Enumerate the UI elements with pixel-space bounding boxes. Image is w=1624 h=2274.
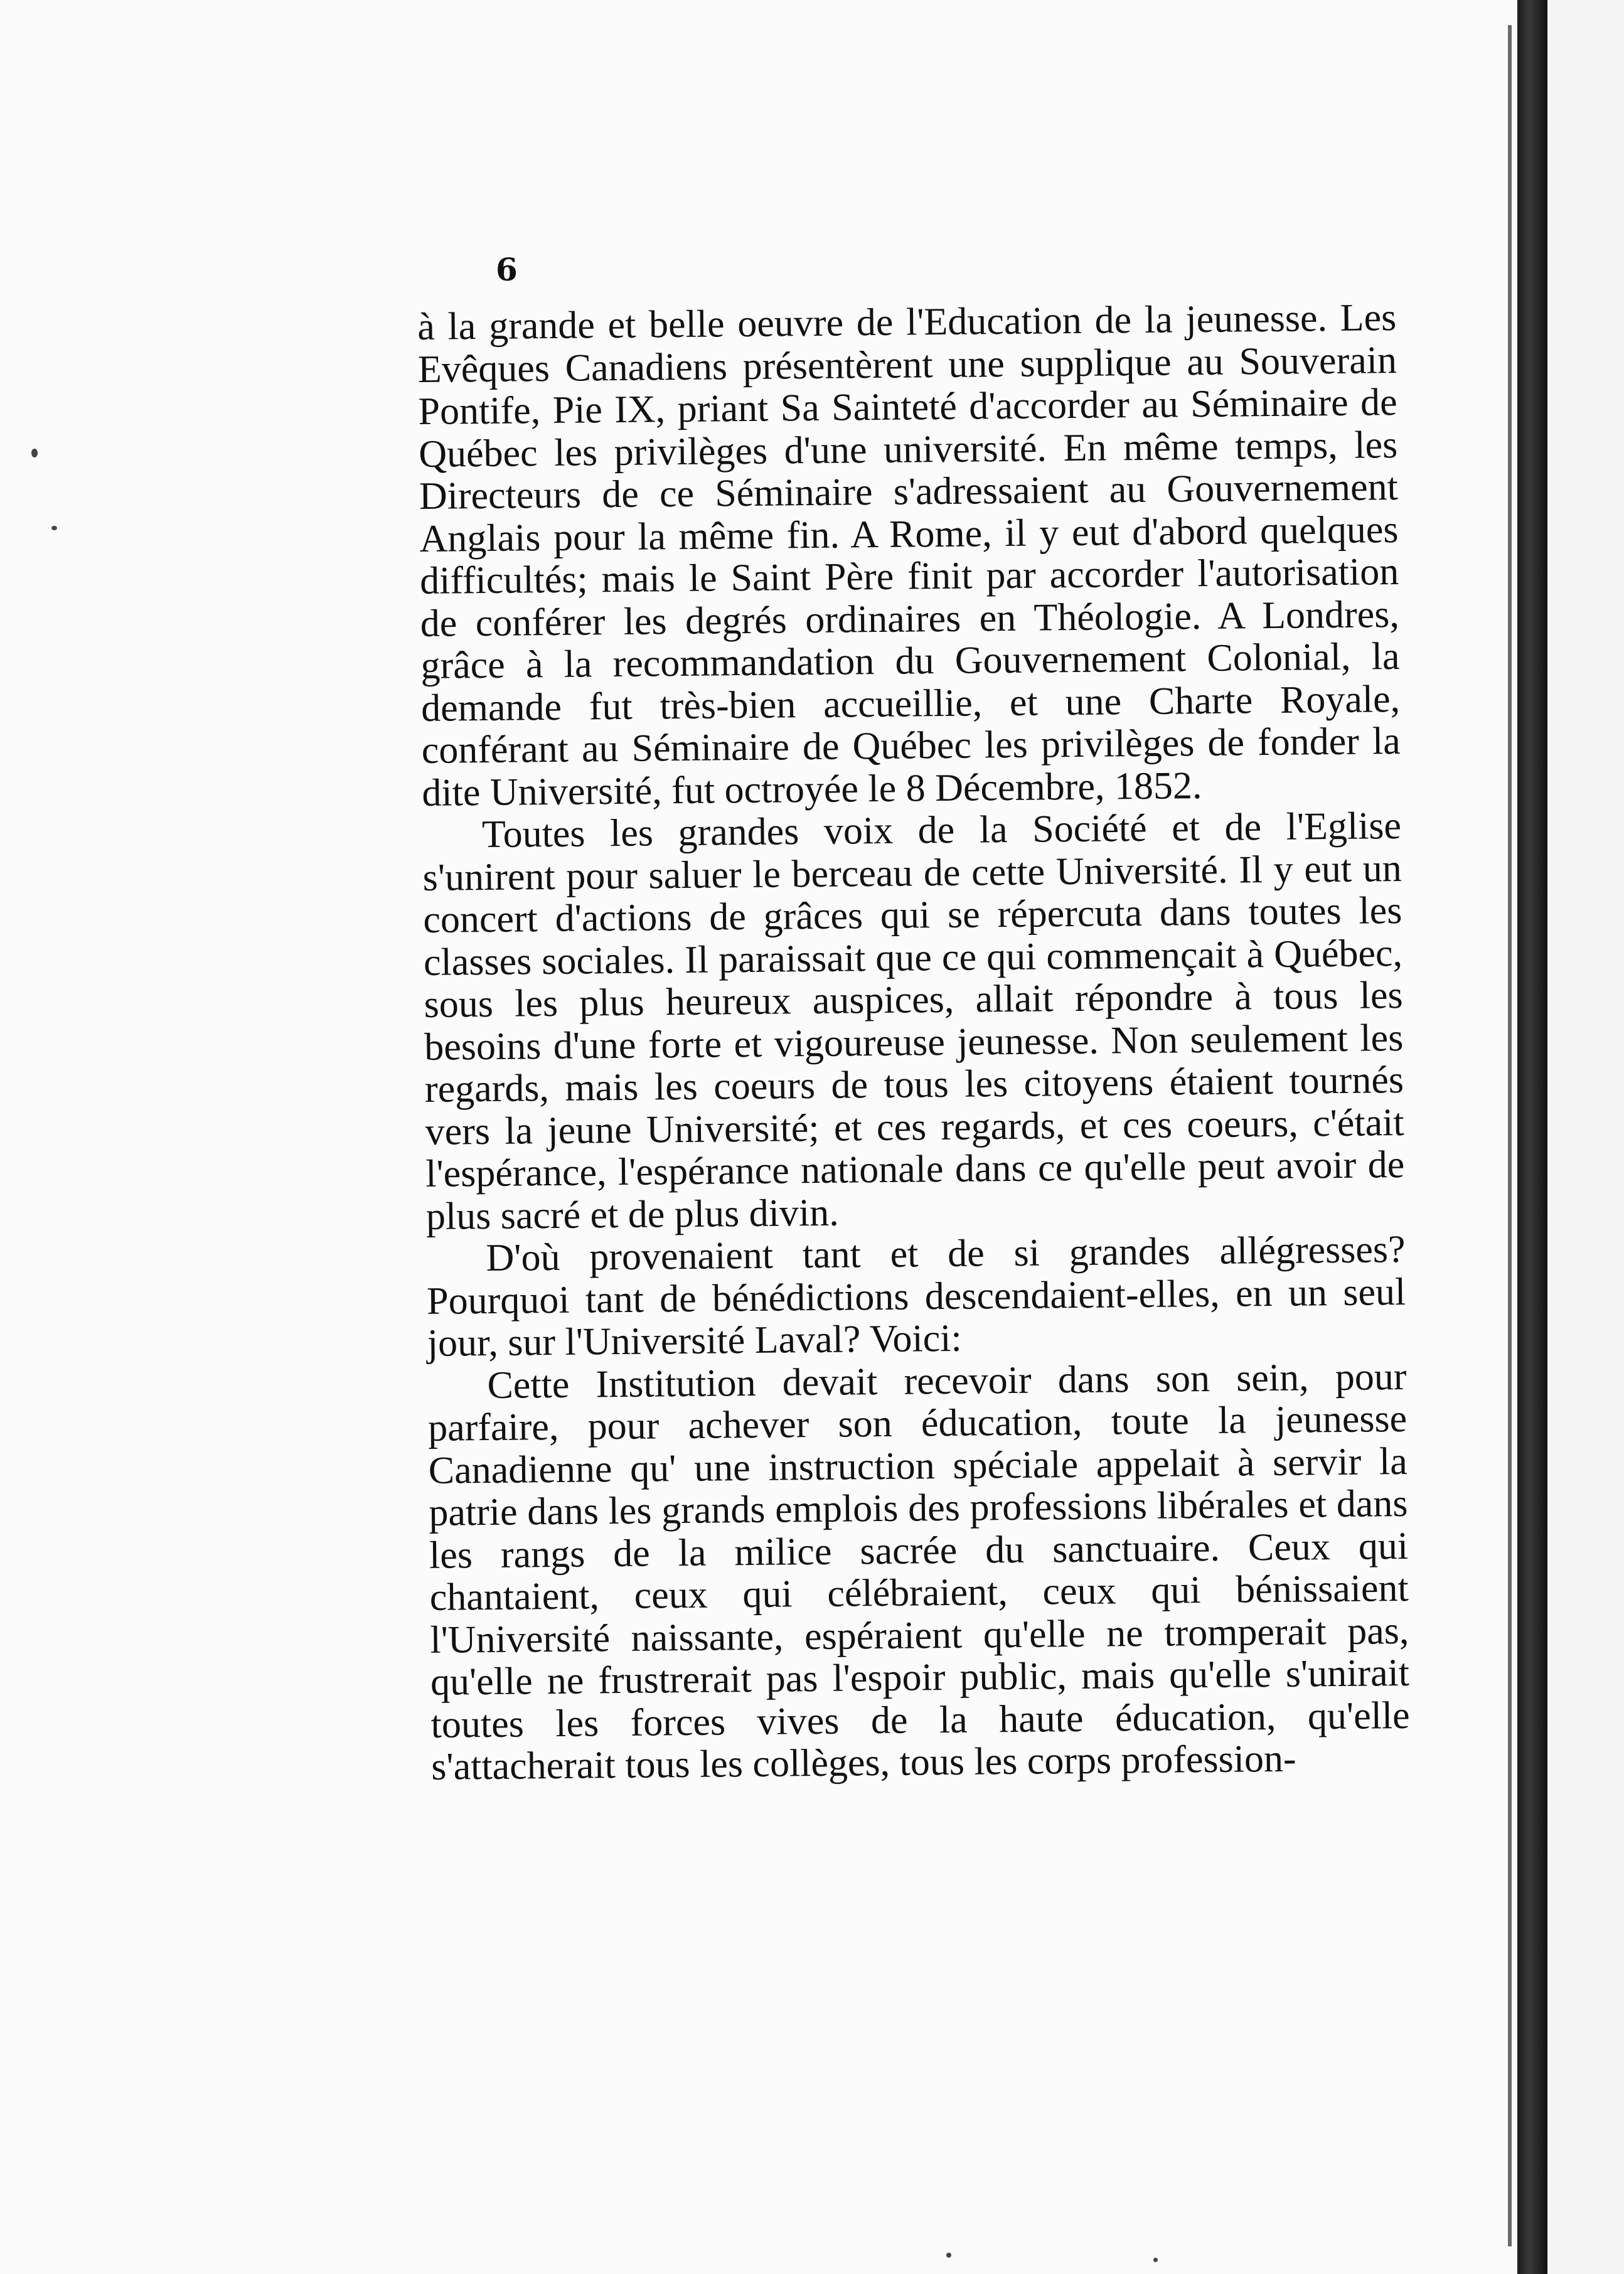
body-text [417,297,1411,1788]
scan-speck [1153,2258,1158,2262]
scan-speck [31,449,38,457]
scan-speck [946,2253,951,2258]
paragraph-4: Cette Institution devait recevoir dans son sein, pour parfaire, pour achever son éducation, toute la jeunesse Canadienne qu' une instruction spéciale appelait à servir la patrie dans les grands emplois des professions libérales et dans les rangs de la milice sacrée du sanctuaire. Ceux qui chantaient, ceux qui célébraient, ceux qui bénissaient l'Université naissante, espéraient qu'elle ne tromperait pas, qu'elle ne frustrerait pas l'espoir public, mais qu'elle s'unirait toutes les forces vives de la haute éducation, qu'elle s'attacherait tous les collèges, tous les corps profession- [427,1355,1410,1788]
book-spine [1517,0,1547,2274]
page-number: 6 [496,251,518,288]
scan-speck [51,526,57,530]
paragraph-1: à la grande et belle oeuvre de l'Education de la jeunesse. Les Evêques Canadiens présentèrent une supplique au Souverain Pontife, Pie IX, priant Sa Sainteté d'accorder au Séminaire de Québec les privilèges d'une université. En même temps, les Directeurs de ce Séminaire s'adressaient au Gouvernement Anglais pour la même fin. A Rome, il y eut d'abord quelques difficultés; mais le Saint Père finit par accorder l'autorisation de conférer les degrés ordinaires en Théologie. A Londres, grâce à la recommandation du Gouvernement Colonial, la demande fut très-bien accueillie, et une Charte Royale, conférant au Séminaire de Québec les privilèges de fonder la dite Université, fut octroyée le 8 Décembre, 1852. [417,296,1401,814]
paragraph-3: D'où provenaient tant et de si grandes allégresses? Pourquoi tant de bénédictions descendaient-elles, en un seul jour, sur l'Université Laval? Voici: [426,1227,1406,1365]
facing-page-edge [1547,0,1624,2274]
paragraph-2: Toutes les grandes voix de la Société et de l'Eglise s'unirent pour saluer le berceau de cette Université. Il y eut un concert d'actions de grâces qui se répercuta dans toutes les classes sociales. Il paraissait que ce qui commençait à Québec, sous les plus heureux auspices, allait répondre à tous les besoins d'une forte et vigoureuse jeunesse. Non seulement les regards, mais les coeurs de tous les citoyens étaient tournés vers la jeune Université; et ces regards, et ces coeurs, c'était l'espérance, l'espérance nationale dans ce qu'elle peut avoir de plus sacré et de plus divin. [422,804,1405,1238]
page-edge-line [1508,25,1512,2246]
